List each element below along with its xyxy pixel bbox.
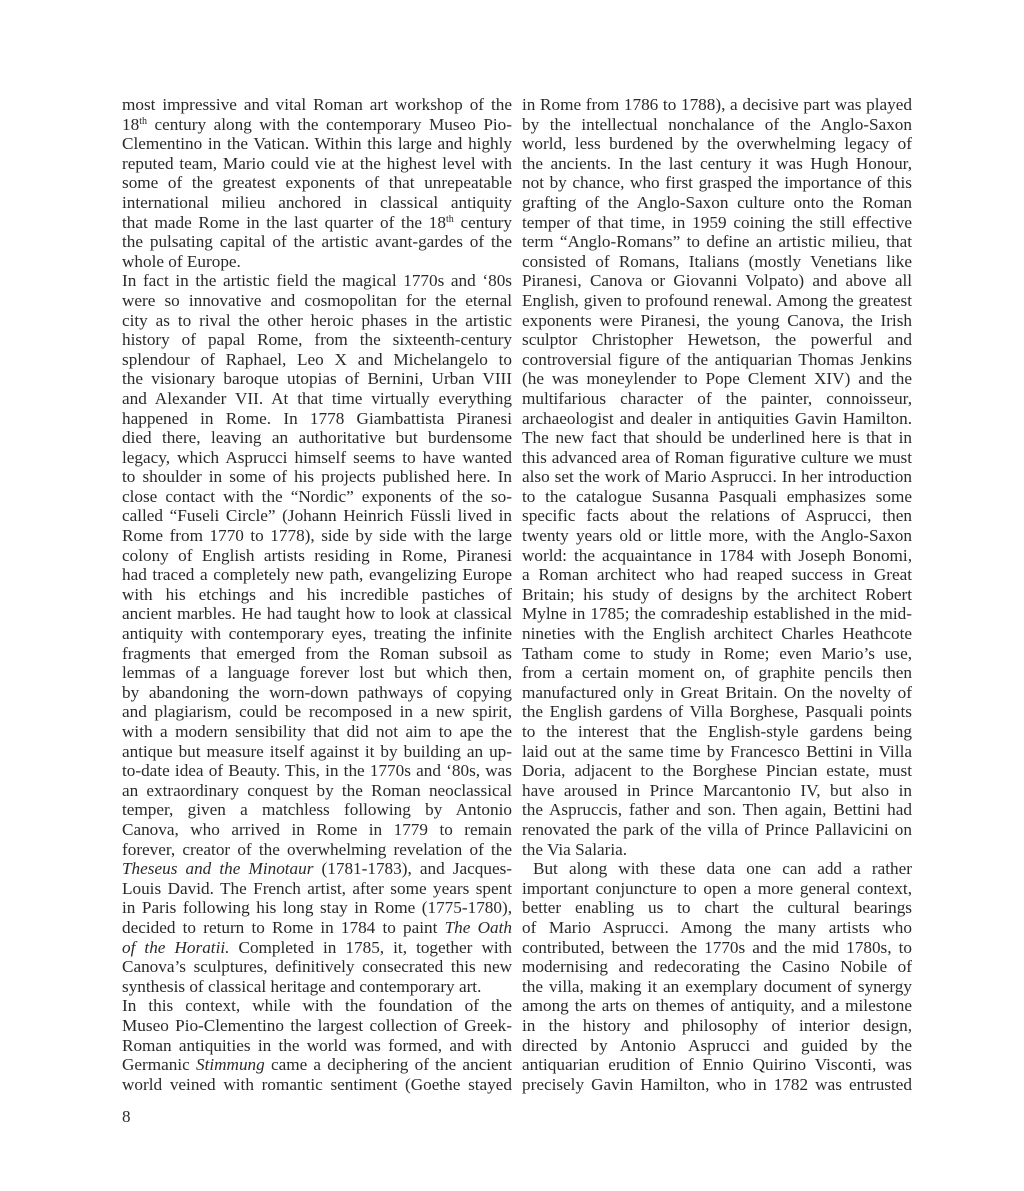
text-line: grafting of the Anglo-Saxon culture onto the Roman: [522, 192, 912, 212]
text-line: world: the acquaintance in 1784 with Joseph Bonomi,: [522, 545, 912, 565]
text-line: renovated the park of the villa of Prince Pallavicini on: [522, 819, 912, 839]
text-line: The new fact that should be underlined here is that in: [522, 428, 912, 448]
text-line: contributed, between the 1770s and the mid 1780s, to: [522, 937, 912, 957]
text-line: But along with these data one can add a rather: [533, 859, 912, 879]
text-line: by the intellectual nonchalance of the Anglo-Saxon: [522, 114, 912, 134]
text-line: from a certain moment on, of graphite pencils then: [522, 663, 912, 683]
text-line: history of papal Rome, from the sixteenth-century: [122, 330, 512, 350]
text-line: sculptor Christopher Hewetson, the powerful and: [522, 330, 912, 350]
text-line: Doria, adjacent to the Borghese Pincian estate, must: [522, 761, 912, 781]
superscript: th: [139, 115, 147, 127]
text-line: to the interest that the English-style gardens being: [522, 722, 912, 741]
text-line: happened in Rome. In 1778 Giambattista Piranesi: [122, 408, 512, 428]
text-run: that made Rome in the last quarter of the 18: [122, 212, 446, 232]
text-line: most impressive and vital Roman art workshop of the: [122, 95, 512, 114]
text-line: Tatham come to study in Rome; even Mario’s use,: [522, 643, 912, 663]
italic-title: Stimmung: [195, 1055, 265, 1075]
text-line: to-date idea of Beauty. This, in the 1770s and ‘80s, was: [122, 761, 512, 781]
text-line: antique but measure itself against it by building an up-: [122, 741, 512, 761]
text-line: with a modern sensibility that did not aim to ape the: [122, 722, 512, 741]
text-line: were so innovative and cosmopolitan for the eternal: [122, 290, 512, 310]
text-line: term “Anglo-Romans” to define an artistic milieu, that: [522, 232, 912, 252]
text-line: splendour of Raphael, Leo X and Michelangelo to: [122, 349, 512, 369]
text-line: Mylne in 1785; the comradeship established in the mid-: [522, 604, 912, 624]
text-line: have aroused in Prince Marcantonio IV, but also in: [522, 780, 912, 800]
text-line: by abandoning the worn-down pathways of copying: [122, 682, 512, 702]
text-line: Museo Pio-Clementino the largest collection of Greek-: [122, 1015, 512, 1035]
text-line: died there, leaving an authoritative but burdensome: [122, 428, 512, 448]
text-line: [122, 918, 512, 938]
text-line: of Mario Asprucci. Among the many artists who: [522, 917, 912, 937]
text-line: not by chance, who first grasped the importance of this: [522, 173, 912, 193]
text-run: decided to return to Rome in 1784 to paint: [122, 917, 445, 937]
text-run: century along with the contemporary Museo Pio-: [146, 114, 512, 134]
text-line: lemmas of a language forever lost but which then,: [122, 663, 512, 683]
text-line: exponents were Piranesi, the young Canova, the Irish: [522, 310, 912, 330]
text-line: (he was moneylender to Pope Clement XIV) and the: [522, 369, 912, 389]
left-column: [122, 95, 512, 1094]
text-line: consisted of Romans, Italians (mostly Venetians like: [522, 251, 912, 271]
text-line: twenty years old or little more, with the Anglo-Saxon: [522, 526, 912, 546]
text-line: In this context, while with the foundation of the: [122, 996, 512, 1016]
text-line: modernising and redecorating the Casino Nobile of: [522, 957, 912, 977]
text-line: also set the work of Mario Asprucci. In her introduction: [522, 467, 912, 487]
text-line: the visionary baroque utopias of Bernini, Urban VIII: [122, 369, 512, 389]
text-line: Canova’s sculptures, definitively consecrated this new: [122, 957, 512, 977]
text-line: whole of Europe.: [122, 251, 241, 271]
text-line: Piranesi, Canova or Giovanni Volpato) and above all: [522, 271, 912, 291]
text-line: English, given to profound renewal. Among the greatest: [522, 290, 912, 310]
text-line: the villa, making it an exemplary document of synergy: [522, 976, 912, 996]
text-line: had traced a completely new path, evangelizing Europe: [122, 565, 512, 585]
text-line: international milieu anchored in classical antiquity: [122, 192, 512, 212]
text-line: among the arts on themes of antiquity, and a milestone: [522, 996, 912, 1016]
text-line: world, less burdened by the overwhelming legacy of: [522, 134, 912, 154]
text-line: fragments that emerged from the Roman subsoil as: [122, 643, 512, 663]
text-line: city as to rival the other heroic phases in the artistic: [122, 310, 512, 330]
text-line: the English gardens of Villa Borghese, Pasquali points: [522, 702, 912, 722]
text-line: Clementino in the Vatican. Within this large and highly: [122, 134, 512, 154]
text-line: [122, 213, 512, 233]
text-line: in the history and philosophy of interior design,: [522, 1015, 912, 1035]
text-line: Roman antiquities in the world was formed, and with: [122, 1035, 512, 1055]
text-line: world veined with romantic sentiment (Goethe stayed: [122, 1074, 512, 1094]
text-line: precisely Gavin Hamilton, who in 1782 was entrusted: [522, 1074, 912, 1094]
text-line: ancient marbles. He had taught how to look at classical: [122, 604, 512, 624]
text-line: laid out at the same time by Francesco Bettini in Villa: [522, 741, 912, 761]
text-line: called “Fuseli Circle” (Johann Heinrich Füssli lived in: [122, 506, 512, 526]
text-line: to shoulder in some of his projects published here. In: [122, 467, 512, 487]
text-line: important conjuncture to open a more general context,: [522, 878, 912, 898]
text-line: antiquarian erudition of Ennio Quirino Visconti, was: [522, 1055, 912, 1075]
text-line: in Rome from 1786 to 1788), a decisive part was played: [522, 95, 912, 114]
text-line: [122, 1055, 512, 1075]
page-number: 8: [122, 1107, 131, 1126]
text-line: with his etchings and his incredible pastiches of: [122, 584, 512, 604]
text-line: a Roman architect who had reaped success in Great: [522, 565, 912, 585]
text-line: some of the greatest exponents of that unrepeatable: [122, 173, 512, 193]
text-line: better enabling us to chart the cultural bearings: [522, 898, 912, 918]
text-line: Rome from 1770 to 1778), side by side with the large: [122, 526, 512, 546]
text-line: multifarious character of the painter, connoisseur,: [522, 388, 912, 408]
text-line: Britain; his study of designs by the architect Robert: [522, 584, 912, 604]
text-line: the pulsating capital of the artistic avant-gardes of the: [122, 232, 512, 252]
text-run: 18: [122, 114, 140, 134]
text-line: in Paris following his long stay in Rome (1775-1780),: [122, 898, 512, 918]
text-line: the Aspruccis, father and son. Then again, Bettini had: [522, 800, 912, 820]
text-line: manufactured only in Great Britain. On the novelty of: [522, 682, 912, 702]
text-run: (1781-1783), and Jacques-: [313, 859, 512, 879]
text-line: this advanced area of Roman figurative culture we must: [522, 447, 912, 467]
text-line: antiquity with contemporary eyes, treating the infinite: [122, 624, 512, 644]
text-line: In fact in the artistic field the magical 1770s and ‘80s: [122, 271, 512, 291]
text-line: [122, 938, 512, 958]
italic-title: of the Horatii.: [122, 937, 230, 957]
text-line: nineties with the English architect Charles Heathcote: [522, 624, 912, 644]
text-line: specific facts about the relations of Asprucci, then: [522, 506, 912, 526]
italic-title: Theseus and the Minotaur: [122, 859, 314, 879]
text-line: close contact with the “Nordic” exponents of the so-: [122, 486, 512, 506]
text-line: and plagiarism, could be recomposed in a new spirit,: [122, 702, 512, 722]
text-line: reputed team, Mario could vie at the highest level with: [122, 153, 512, 173]
text-run: century: [453, 212, 512, 232]
text-line: synthesis of classical heritage and contemporary art.: [122, 976, 482, 996]
text-line: the ancients. In the last century it was Hugh Honour,: [522, 153, 912, 173]
text-run: came a deciphering of the ancient: [264, 1055, 512, 1075]
text-line: [122, 859, 512, 879]
text-line: and Alexander VII. At that time virtually everything: [122, 388, 512, 408]
text-line: controversial figure of the antiquarian Thomas Jenkins: [522, 349, 912, 369]
text-line: legacy, which Asprucci himself seems to have wanted: [122, 447, 512, 467]
text-line: the Via Salaria.: [522, 839, 628, 859]
text-line: temper, given a matchless following by Antonio: [122, 800, 512, 820]
text-run: Completed in 1785, it, together with: [229, 937, 512, 957]
text-run: Germanic: [122, 1055, 196, 1075]
text-line: [122, 115, 512, 135]
right-column: [522, 95, 912, 1094]
text-line: archaeologist and dealer in antiquities Gavin Hamilton.: [522, 408, 912, 428]
text-line: colony of English artists residing in Rome, Piranesi: [122, 545, 512, 565]
text-line: directed by Antonio Asprucci and guided by the: [522, 1035, 912, 1055]
text-line: Louis David. The French artist, after some years spent: [122, 878, 512, 898]
text-line: temper of that time, in 1959 coining the still effective: [522, 212, 912, 232]
text-line: Canova, who arrived in Rome in 1779 to remain: [122, 819, 512, 839]
italic-title: The Oath: [444, 917, 512, 937]
text-line: forever, creator of the overwhelming revelation of the: [122, 839, 512, 859]
text-line: an extraordinary conquest by the Roman neoclassical: [122, 780, 512, 800]
text-line: to the catalogue Susanna Pasquali emphasizes some: [522, 486, 912, 506]
superscript: th: [445, 213, 454, 225]
